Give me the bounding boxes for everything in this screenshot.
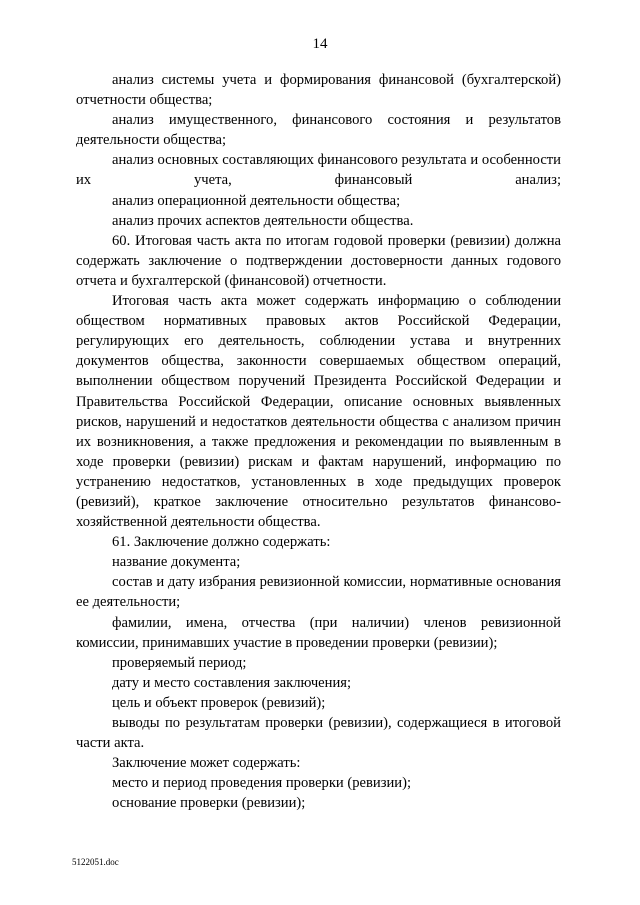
paragraph: название документа; <box>112 554 241 571</box>
paragraph: анализ прочих аспектов деятельности общества. <box>112 212 414 229</box>
paragraph: проверяемый период; <box>112 654 247 671</box>
paragraph: анализ системы учета и формирования финансовой (бухгалтерской) отчетности общества; <box>76 72 561 109</box>
paragraph: Итоговая часть акта может содержать информацию о соблюдении обществом нормативных правовых актов Российской Федерации, регулирующих его деятельность, соблюдении устава и внутренних документов общества, законности совершаемых обществом операций, выполнении обществом поручений Президента Российской Федерации и Правительства Российской Федерации, описание основных выявленных рисков, нарушений и недостатков деятельности общества с анализом причин их возникновения, а также предложения и рекомендации по выявленным в ходе проверки (ревизии) рискам и фактам нарушений, информацию по устранению недостатков, установленных в ходе предыдущих проверок (ревизий), краткое заключение относительно результатов финансово-хозяйственной деятельности общества. <box>76 293 561 531</box>
paragraph: анализ основных составляющих финансового результата и особенности их учета, финансовый анализ; <box>76 152 561 189</box>
paragraph: место и период проведения проверки (ревизии); <box>112 775 412 792</box>
paragraph: выводы по результатам проверки (ревизии), содержащиеся в итоговой части акта. <box>76 715 561 752</box>
paragraph: Заключение может содержать: <box>112 755 301 772</box>
document-body <box>76 70 561 813</box>
paragraph: фамилии, имена, отчества (при наличии) членов ревизионной комиссии, принимавших участие в проведении проверки (ревизии); <box>76 614 561 651</box>
paragraph: цель и объект проверок (ревизий); <box>112 694 326 711</box>
page-number: 14 <box>312 36 328 52</box>
paragraph: анализ имущественного, финансового состояния и результатов деятельности общества; <box>76 112 561 149</box>
paragraph: анализ операционной деятельности общества; <box>112 192 401 209</box>
footer-filename: 5122051.doc <box>72 857 119 867</box>
paragraph: 61. Заключение должно содержать: <box>112 534 331 551</box>
paragraph: состав и дату избрания ревизионной комиссии, нормативные основания ее деятельности; <box>76 574 561 611</box>
paragraph: дату и место составления заключения; <box>112 674 352 691</box>
paragraph: основание проверки (ревизии); <box>112 795 306 812</box>
paragraph: 60. Итоговая часть акта по итогам годовой проверки (ревизии) должна содержать заключение о подтверждении достоверности данных годового отчета и бухгалтерской (финансовой) отчетности. <box>76 232 561 289</box>
